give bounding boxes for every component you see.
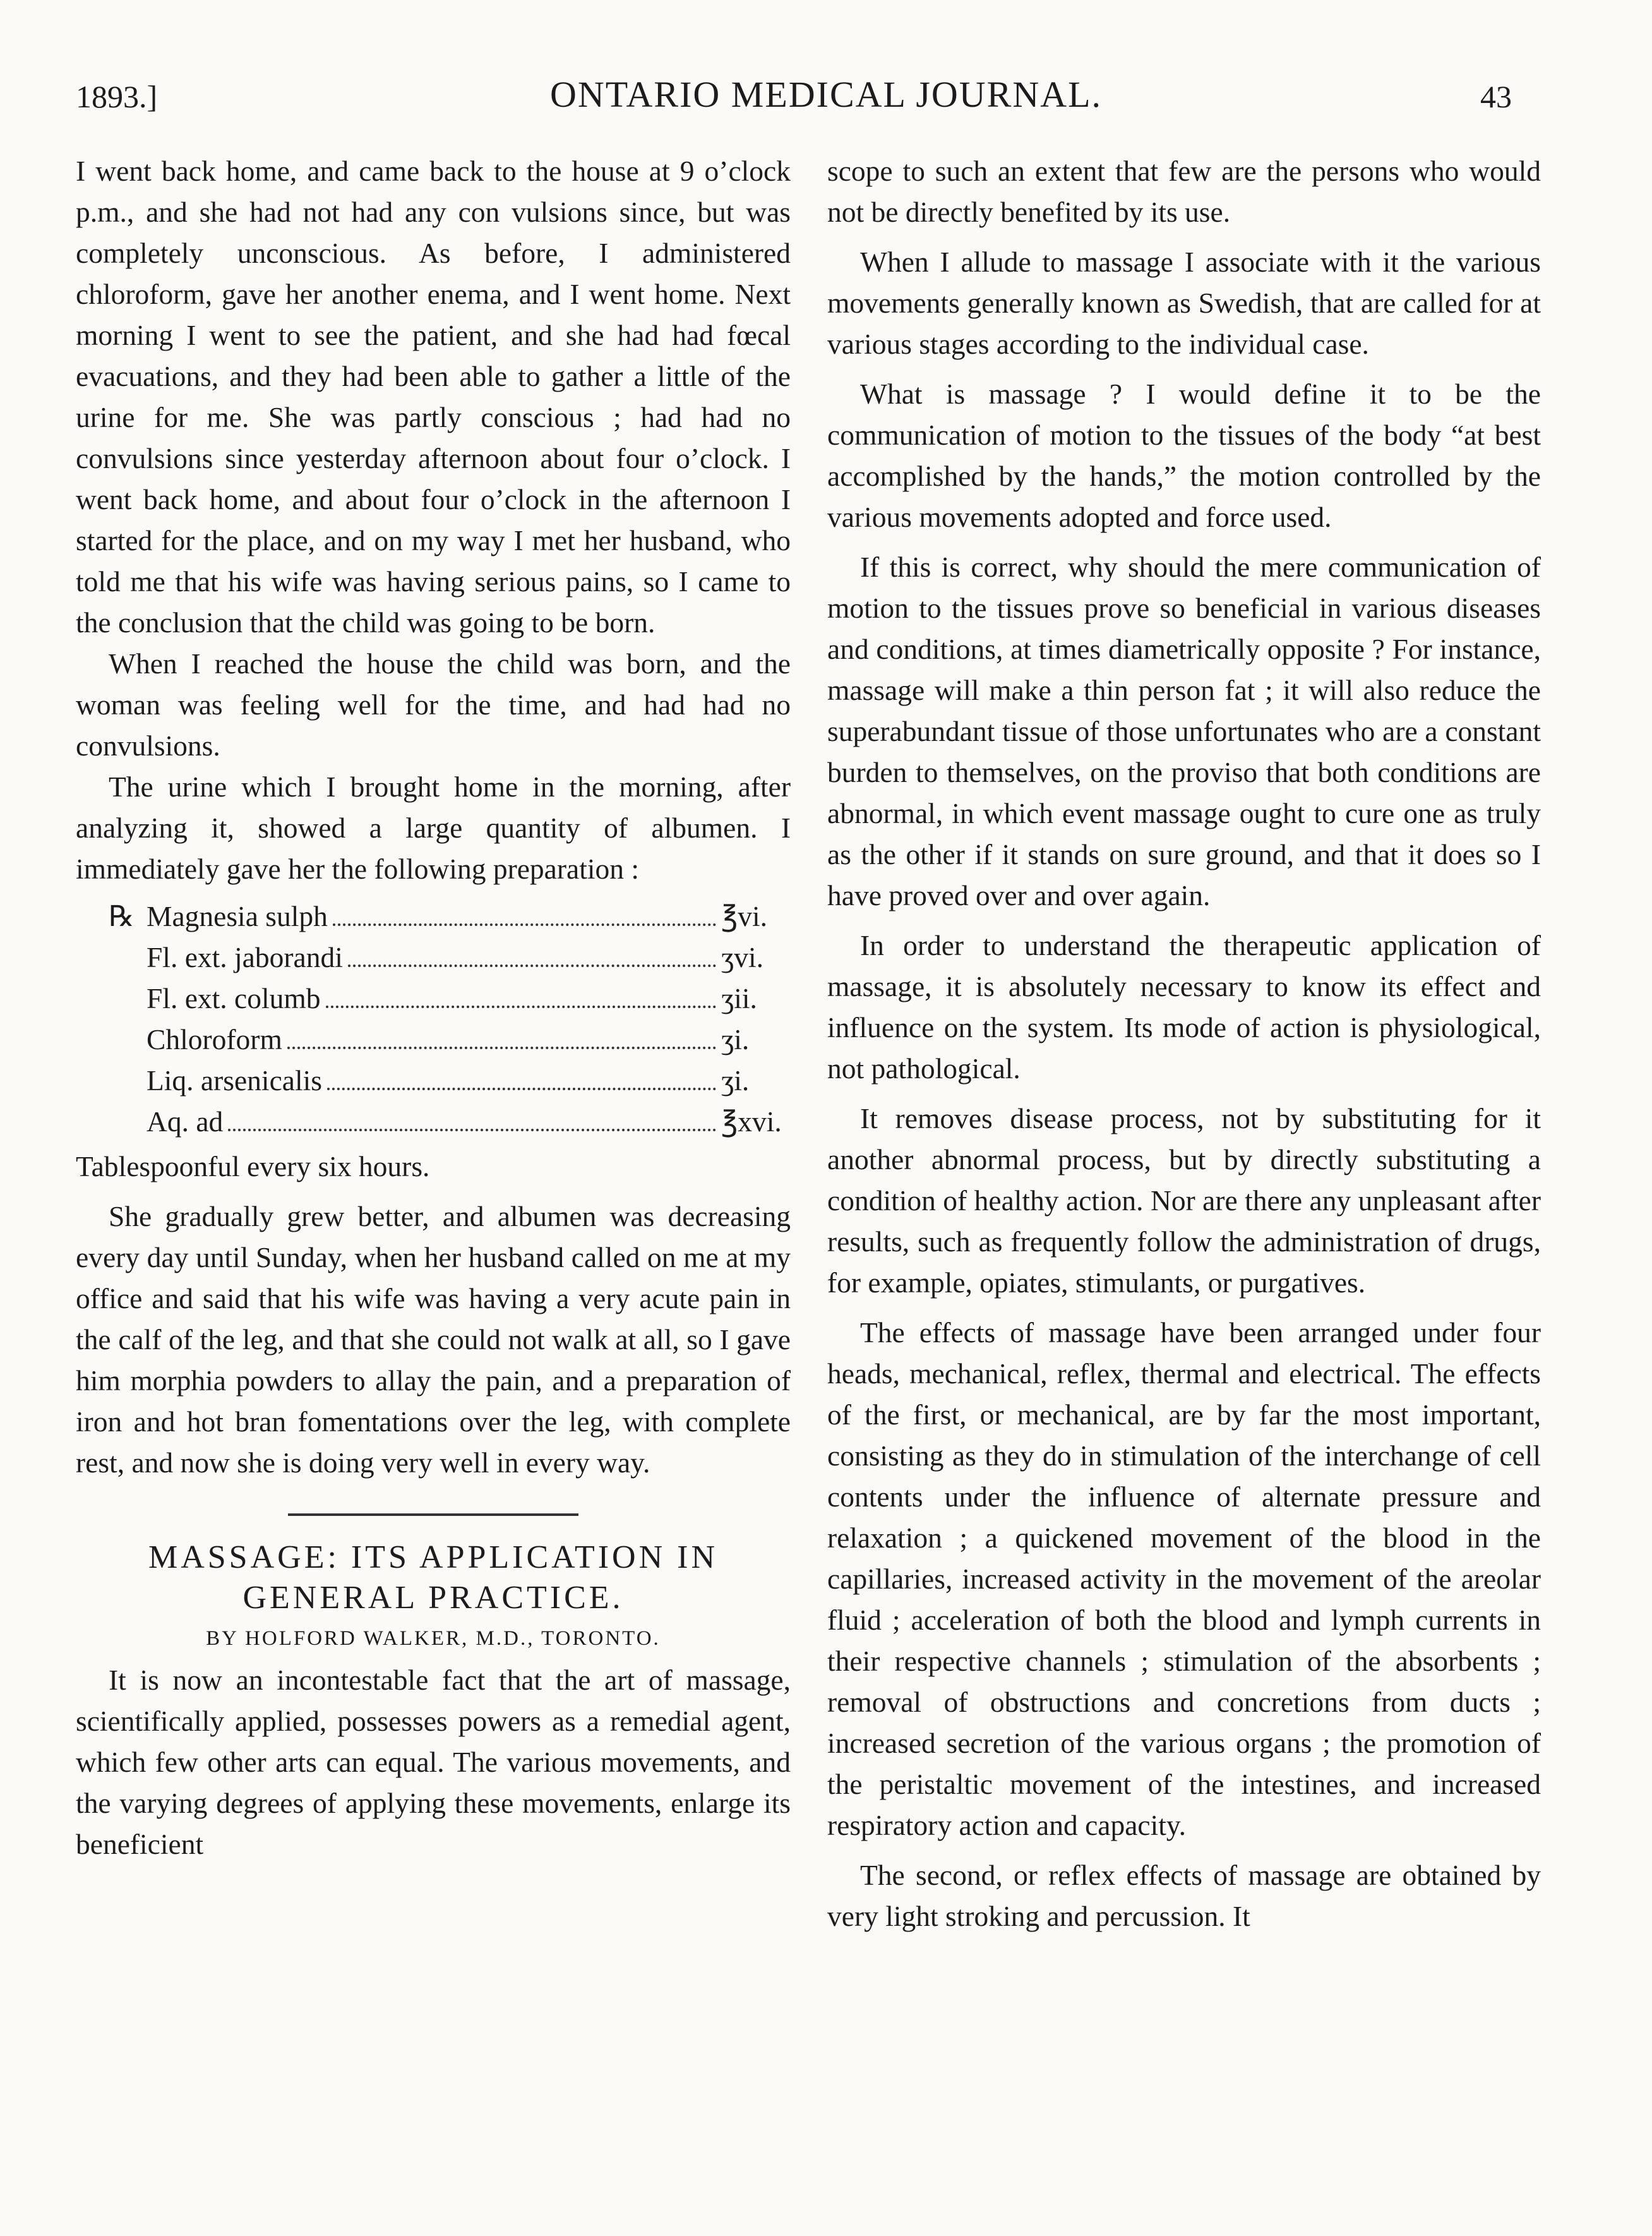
dosage-instruction: Tablespoonful every six hours. [76,1150,430,1182]
rx-symbol: ℞ [109,900,135,932]
prescription-row [76,1101,791,1142]
prescription-row [76,1019,791,1060]
leader-dots [326,1006,716,1008]
page-number: 43 [1480,79,1512,114]
ingredient-quantity: ʒi. [721,1023,750,1055]
paragraph: The effects of massage have been arranged under four heads, mechanical, reflex, thermal and electrical. The effects of the first, or mechanical, are by far the most important, consisting as they do in stimulation of the interchange of cell contents under the influence of alternate pressure and relaxation ; a quickened movement of the blood in the capillaries, increased activity in the movement of the areolar fluid ; acceleration of both the blood and lymph currents in their respective channels ; stimulation of the absorbents ; removal of obstructions and concretions from ducts ; increased secretion of the various organs ; the promotion of the peristaltic movement of the intestines, and increased respiratory action and capacity. [827,1316,1541,1841]
leader-dots [348,965,716,967]
ingredient-quantity: ʒvi. [721,941,763,973]
prescription-row [76,896,791,937]
ingredient-name: Liq. arsenicalis [147,1064,322,1097]
article-title: GENERAL PRACTICE. [242,1580,624,1616]
leader-dots [228,1129,716,1131]
ingredient-name: Chloroform [147,1023,282,1055]
prescription-row [76,1060,791,1101]
journal-title: ONTARIO MEDICAL JOURNAL. [549,74,1103,115]
article-byline: BY HOLFORD WALKER, M.D., TORONTO. [206,1627,661,1650]
ingredient-name: Fl. ext. jaborandi [147,941,343,973]
paragraph: It is now an incontestable fact that the art of massage, scientifically applied, possesses powers as a remedial agent, which few other arts can equal. The various movements, and the varying degrees of applying these movements, enlarge its beneficient [76,1664,791,1860]
ingredient-quantity: ʒii. [721,982,757,1014]
prescription [76,896,791,1142]
prescription-row [76,937,791,978]
ingredient-quantity: ℥xvi. [721,1105,782,1138]
paragraph: When I reached the house the child was born, and the woman was feeling well for the time, and had had no convulsions. [76,647,791,762]
running-header [0,73,1652,130]
paragraph: If this is correct, why should the mere communication of motion to the tissues prove so beneficial in various diseases and conditions, at times diametrically opposite ? For instance, massage will make a thin person fat ; it will also reduce the superabundant tissue of those unfortunates who are a constant burden to themselves, on the proviso that both conditions are abnormal, in which event massage ought to cure one as truly as the other if it stands on sure ground, and that it does so I have proved over and over again. [827,551,1541,911]
paragraph: In order to understand the therapeutic application of massage, it is absolutely necessary to know its effect and influence on the system. Its mode of action is physiological, not pathological. [827,929,1541,1085]
ingredient-name: Fl. ext. columb [147,982,321,1014]
ingredient-quantity: ℥vi. [721,900,768,932]
ingredient-name: Aq. ad [147,1105,224,1138]
section-divider [288,1513,578,1516]
paragraph: She gradually grew better, and albumen was decreasing every day until Sunday, when her husband called on me at my office and said that his wife was having a very acute pain in the calf of the leg, and that she could not walk at all, so I gave him morphia powders to allay the pain, and a preparation of iron and hot bran fomentations over the leg, with complete rest, and now she is doing very well in every way. [76,1200,791,1479]
article-title: MASSAGE: ITS APPLICATION IN [148,1539,719,1575]
ingredient-name: Magnesia sulph [147,900,328,932]
leader-dots [327,1088,716,1090]
leader-dots [333,923,716,926]
paragraph: scope to such an extent that few are the persons who would not be directly benefited by its use. [827,155,1541,228]
paragraph: The urine which I brought home in the morning, after analyzing it, showed a large quantity of albumen. I immediately gave her the following preparation : [76,771,791,885]
paragraph: When I allude to massage I associate with it the various movements generally known as Swedish, that are called for at various stages according to the individual case. [827,246,1541,360]
paragraph: The second, or reflex effects of massage are obtained by very light stroking and percussion. It [827,1859,1541,1932]
paragraph: What is massage ? I would define it to be the communication of motion to the tissues of the body “at best accomplished by the hands,” the motion controlled by the various movements adopted and force used. [827,378,1541,533]
leader-dots [287,1047,716,1049]
ingredient-quantity: ʒi. [721,1064,750,1097]
paragraph: It removes disease process, not by substituting for it another abnormal process, but by directly substituting a condition of healthy action. Nor are there any unpleasant after results, such as frequently follow the administration of drugs, for example, opiates, stimulants, or purgatives. [827,1102,1541,1299]
paragraph: I went back home, and came back to the house at 9 o’clock p.m., and she had not had any con vulsions since, but was completely unconscious. As before, I administered chloroform, gave her another enema, and I went home. Next morning I went to see the patient, and she had had fœcal evacuations, and they had been able to gather a little of the urine for me. She was partly conscious ; had had no convulsions since yesterday afternoon about four o’clock. I went back home, and about four o’clock in the afternoon I started for the place, and on my way I met her husband, who told me that his wife was having serious pains, so I came to the conclusion that the child was going to be born. [76,155,791,639]
left-column [76,150,791,1865]
header-year: 1893.] [76,79,158,114]
prescription-row [76,978,791,1019]
right-column [827,150,1541,1937]
